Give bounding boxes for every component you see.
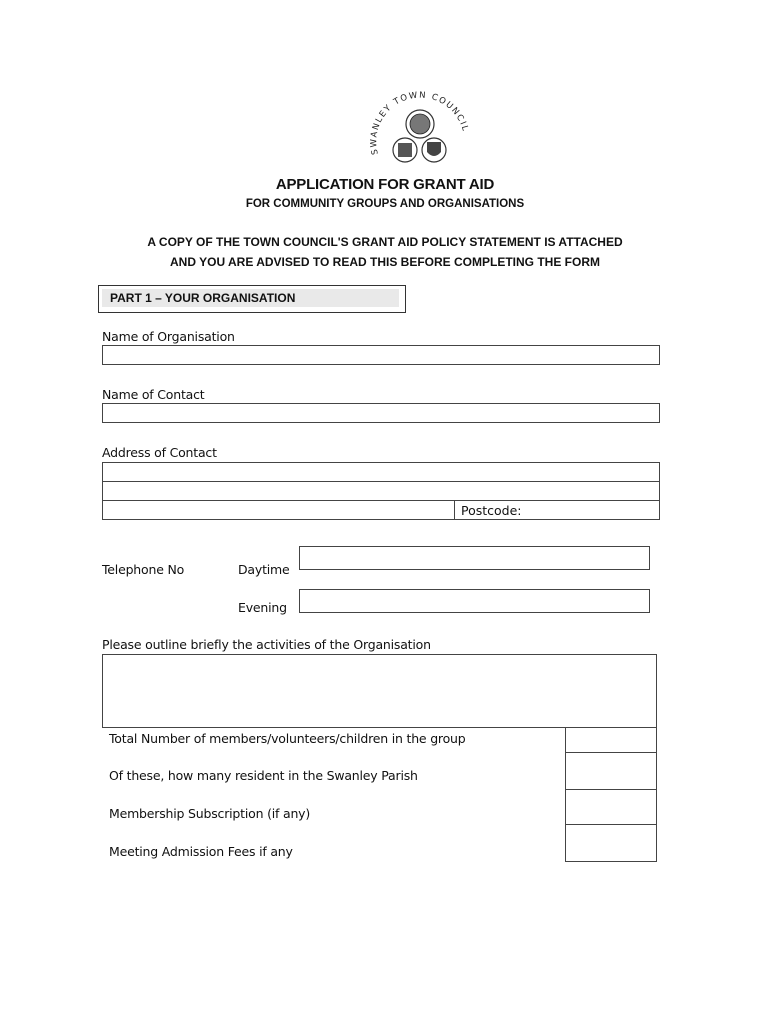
daytime-label: Daytime (238, 562, 290, 577)
telephone-label: Telephone No (102, 562, 185, 577)
form-subtitle: FOR COMMUNITY GROUPS AND ORGANISATIONS (245, 198, 525, 210)
form-title: APPLICATION FOR GRANT AID (275, 176, 495, 193)
residents-field[interactable] (565, 752, 657, 790)
members-total-field[interactable] (565, 727, 657, 753)
address-line-2-field[interactable] (102, 481, 660, 501)
evening-phone-field[interactable] (299, 589, 650, 613)
subscription-field[interactable] (565, 789, 657, 825)
part1-heading: PART 1 – YOUR ORGANISATION (102, 289, 399, 307)
members-total-label: Total Number of members/volunteers/children in the group (109, 731, 466, 746)
postcode-label: Postcode: (461, 503, 522, 518)
policy-notice-line-1: A COPY OF THE TOWN COUNCIL'S GRANT AID POLICY STATEMENT IS ATTACHED (147, 235, 623, 249)
postcode-field[interactable] (454, 500, 660, 520)
evening-label: Evening (238, 600, 287, 615)
daytime-phone-field[interactable] (299, 546, 650, 570)
address-line-1-field[interactable] (102, 462, 660, 482)
admission-fees-field[interactable] (565, 824, 657, 862)
address-line-3-field[interactable] (102, 500, 455, 520)
policy-notice-line-2: AND YOU ARE ADVISED TO READ THIS BEFORE COMPLETING THE FORM (169, 255, 601, 269)
contact-field[interactable] (102, 403, 660, 423)
subscription-label: Membership Subscription (if any) (109, 806, 311, 821)
activities-label: Please outline briefly the activities of the Organisation (102, 637, 431, 652)
admission-fees-label: Meeting Admission Fees if any (109, 844, 293, 859)
part1-heading-box (98, 285, 406, 313)
council-logo (360, 84, 480, 176)
logo-ring-text: SWANLEY TOWN COUNCIL (369, 90, 471, 156)
activities-field[interactable] (102, 654, 657, 728)
address-label: Address of Contact (102, 445, 217, 460)
residents-label: Of these, how many resident in the Swanley Parish (109, 768, 418, 783)
organisation-label: Name of Organisation (102, 329, 235, 344)
contact-label: Name of Contact (102, 387, 205, 402)
organisation-field[interactable] (102, 345, 660, 365)
